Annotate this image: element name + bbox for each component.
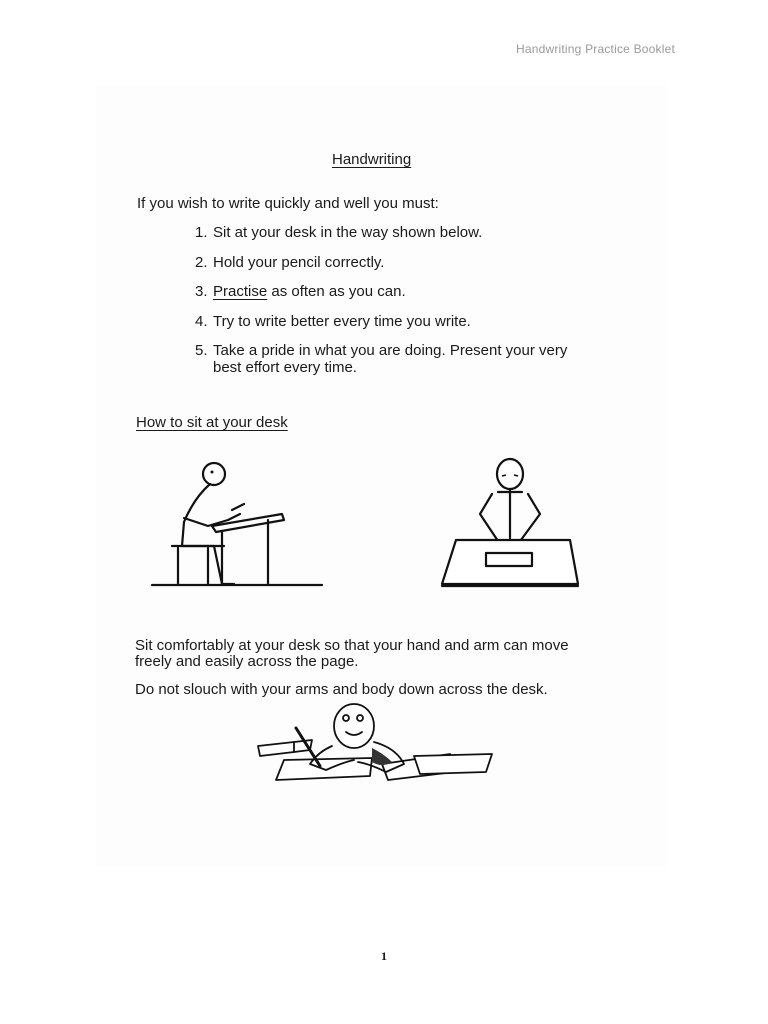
- step-number: 1.: [195, 224, 208, 241]
- intro-text: If you wish to write quickly and well you must:: [137, 195, 439, 212]
- steps-list: [195, 224, 633, 389]
- step-number: 3.: [195, 283, 208, 300]
- step-text: Try to write better every time you write.: [213, 312, 471, 330]
- step-number: 4.: [195, 312, 208, 330]
- page-number: 1: [381, 949, 387, 963]
- list-item: [195, 224, 633, 241]
- step-number: 5.: [195, 342, 208, 359]
- step-emphasis: Practise: [213, 283, 268, 300]
- list-item: [195, 313, 633, 330]
- slouch-warning-paragraph: Do not slouch with your arms and body down across the desk.: [135, 681, 548, 698]
- slouching-child-illustration: [254, 702, 504, 788]
- list-item: [195, 283, 633, 300]
- running-header: Handwriting Practice Booklet: [515, 42, 675, 56]
- step-text: Take a pride in what you are doing. Present your very best effort every time.: [213, 342, 568, 376]
- step-text: Hold your pencil correctly.: [213, 253, 385, 271]
- sitting-advice-paragraph: Sit comfortably at your desk so that your hand and arm can move freely and easily across the page.: [135, 637, 569, 670]
- step-text-wrapper: [213, 283, 633, 300]
- step-number: 2.: [195, 253, 208, 271]
- side-view-sitting-illustration: [150, 458, 330, 590]
- front-view-sitting-illustration: [440, 458, 580, 588]
- step-text: Sit at your desk in the way shown below.: [213, 224, 483, 241]
- list-item: [195, 254, 633, 271]
- step-text: as often as you can.: [267, 283, 406, 300]
- list-item: [195, 342, 593, 376]
- section-heading: How to sit at your desk: [136, 414, 288, 431]
- page-title: Handwriting: [332, 151, 412, 168]
